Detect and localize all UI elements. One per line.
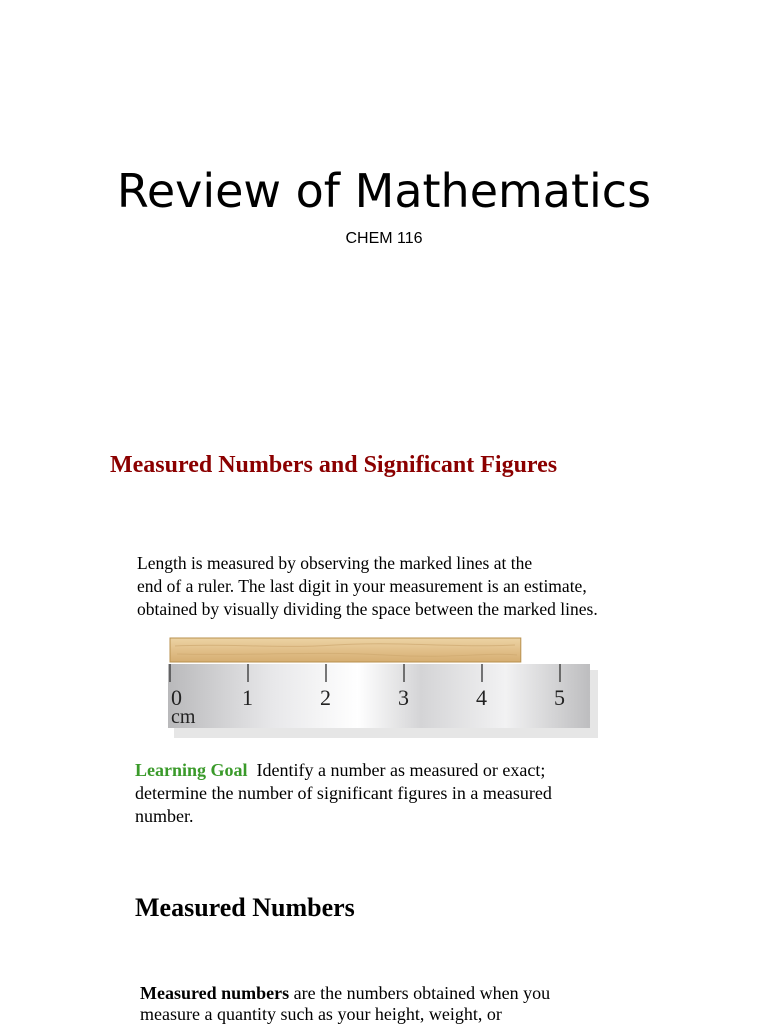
ruler-tick-label: 3 [398, 685, 409, 710]
ruler-tick-label: 0 [171, 685, 182, 710]
section-heading: Measured Numbers and Significant Figures [110, 452, 558, 478]
learning-goal-line-1 [135, 759, 605, 782]
intro-paragraph [137, 552, 657, 621]
learning-goal-label: Learning Goal [135, 760, 248, 780]
measured-numbers-paragraph [140, 983, 620, 1024]
learning-goal [135, 759, 605, 828]
measured-object [170, 638, 521, 662]
ruler-illustration [165, 634, 601, 742]
ruler-tick-label: 1 [242, 685, 253, 710]
measured-line-1 [140, 983, 620, 1004]
ruler-tick-label: 4 [476, 685, 487, 710]
learning-goal-line: number. [135, 806, 194, 826]
intro-line: end of a ruler. The last digit in your measurement is an estimate, [137, 576, 587, 596]
measured-term: Measured numbers [140, 983, 290, 1003]
ruler-body [168, 664, 590, 728]
page-title: Review of Mathematics [116, 164, 652, 218]
page-subtitle: CHEM 116 [345, 230, 423, 247]
ruler-unit-label: cm [171, 706, 196, 728]
learning-goal-line: determine the number of significant figures in a measured [135, 783, 552, 803]
intro-line: Length is measured by observing the marked lines at the [137, 553, 533, 573]
measured-numbers-heading: Measured Numbers [135, 893, 355, 922]
measured-line-2: measure a quantity such as your height, weight, or [140, 1004, 502, 1024]
ruler-tick-label: 5 [554, 685, 565, 710]
ruler-tick-label: 2 [320, 685, 331, 710]
intro-line: obtained by visually dividing the space between the marked lines. [137, 599, 598, 619]
measured-line-1-rest: are the numbers obtained when you [289, 983, 551, 1003]
learning-goal-text: Identify a number as measured or exact; [256, 760, 546, 780]
